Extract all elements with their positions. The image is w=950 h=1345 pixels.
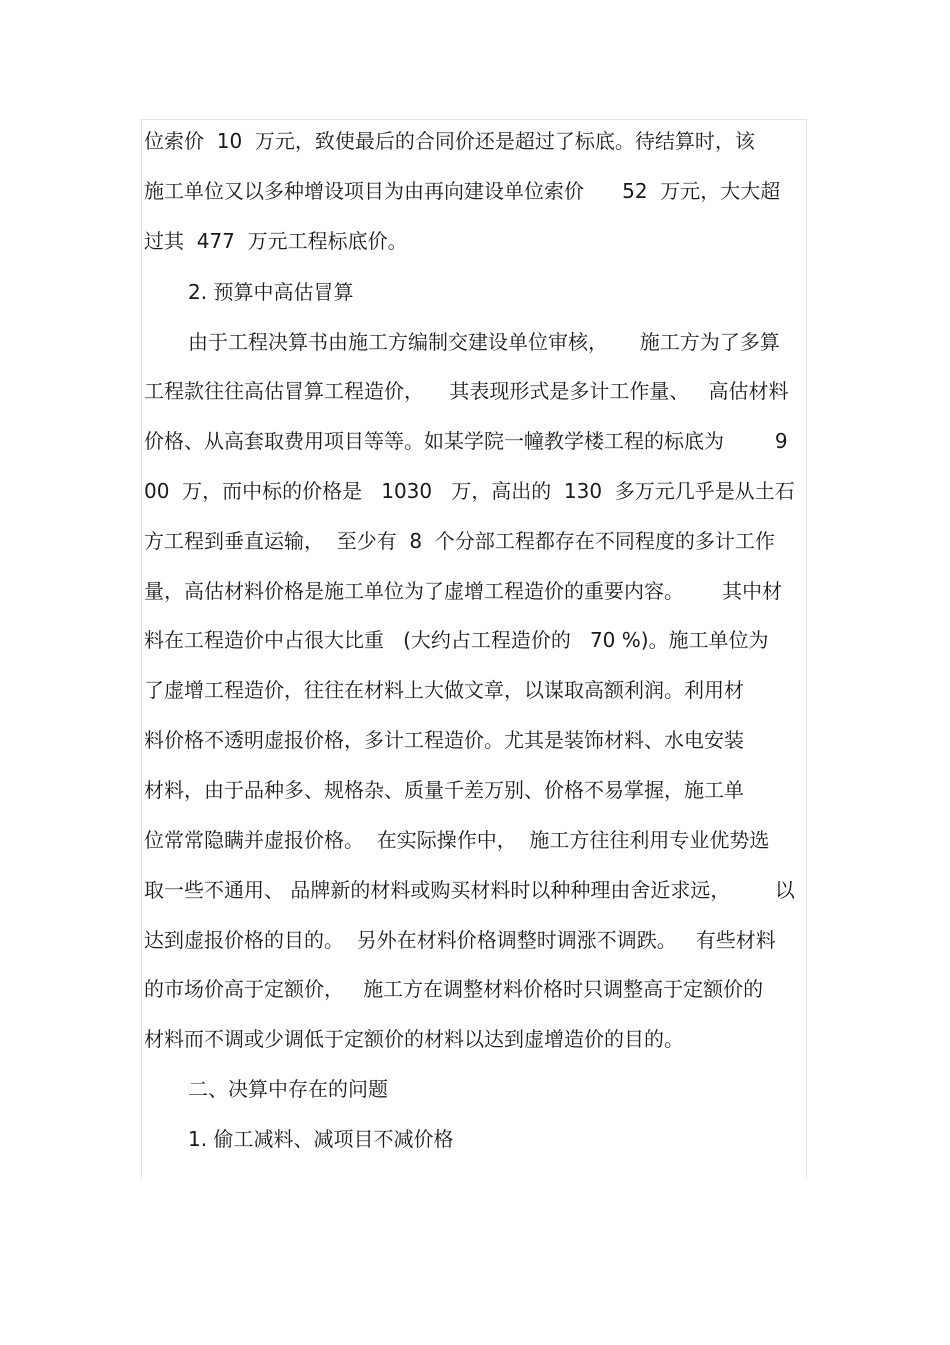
text-line: 位索价 10 万元，致使最后的合同价还是超过了标底。待结算时，该	[144, 129, 755, 153]
text-line: 过其 477 万元工程标底价。	[144, 229, 408, 253]
text-line: 取一些不通用、 品牌新的材料或购买材料时以种种理由舍近求远， 以	[144, 878, 795, 902]
text-line: 材料而不调或少调低于定额价的材料以达到虚增造价的目的。	[144, 1027, 684, 1051]
section-heading: 2. 预算中高估冒算	[188, 280, 354, 304]
text-line: 位常常隐瞒并虚报价格。 在实际操作中， 施工方往往利用专业优势选	[144, 828, 770, 852]
text-line: 量，高估材料价格是施工单位为了虚增工程造价的重要内容。 其中材	[144, 579, 783, 603]
text-line: 价格、从高套取费用项目等等。如某学院一幢教学楼工程的标底为 9	[144, 429, 788, 453]
text-line: 了虚增工程造价，往往在材料上大做文章，以谋取高额利润。利用材	[144, 678, 744, 702]
text-line: 料在工程造价中占很大比重 (大约占工程造价的 70 %)。施工单位为	[144, 628, 769, 652]
text-line: 00 万，而中标的价格是 1030 万，高出的 130 多万元几乎是从土石	[144, 479, 795, 503]
text-line: 材料，由于品种多、规格杂、质量千差万别、价格不易掌握，施工单	[144, 778, 744, 802]
text-line: 工程款往往高估冒算工程造价， 其表现形式是多计工作量、 高估材料	[144, 379, 789, 403]
text-line: 施工单位又以多种增设项目为由再向建设单位索价 52 万元，大大超	[144, 179, 781, 203]
text-line: 由于工程决算书由施工方编制交建设单位审核， 施工方为了多算	[188, 330, 780, 354]
text-line: 方工程到垂直运输， 至少有 8 个分部工程都存在不同程度的多计工作	[144, 529, 775, 553]
text-line: 的市场价高于定额价， 施工方在调整材料价格时只调整高于定额价的	[144, 977, 764, 1001]
section-heading: 1. 偷工减料、减项目不减价格	[188, 1127, 454, 1151]
text-line: 达到虚报价格的目的。 另外在材料价格调整时调涨不调跌。 有些材料	[144, 928, 776, 952]
text-line: 料价格不透明虚报价格，多计工程造价。尤其是装饰材料、水电安装	[144, 728, 744, 752]
section-heading: 二、决算中存在的问题	[188, 1077, 388, 1101]
